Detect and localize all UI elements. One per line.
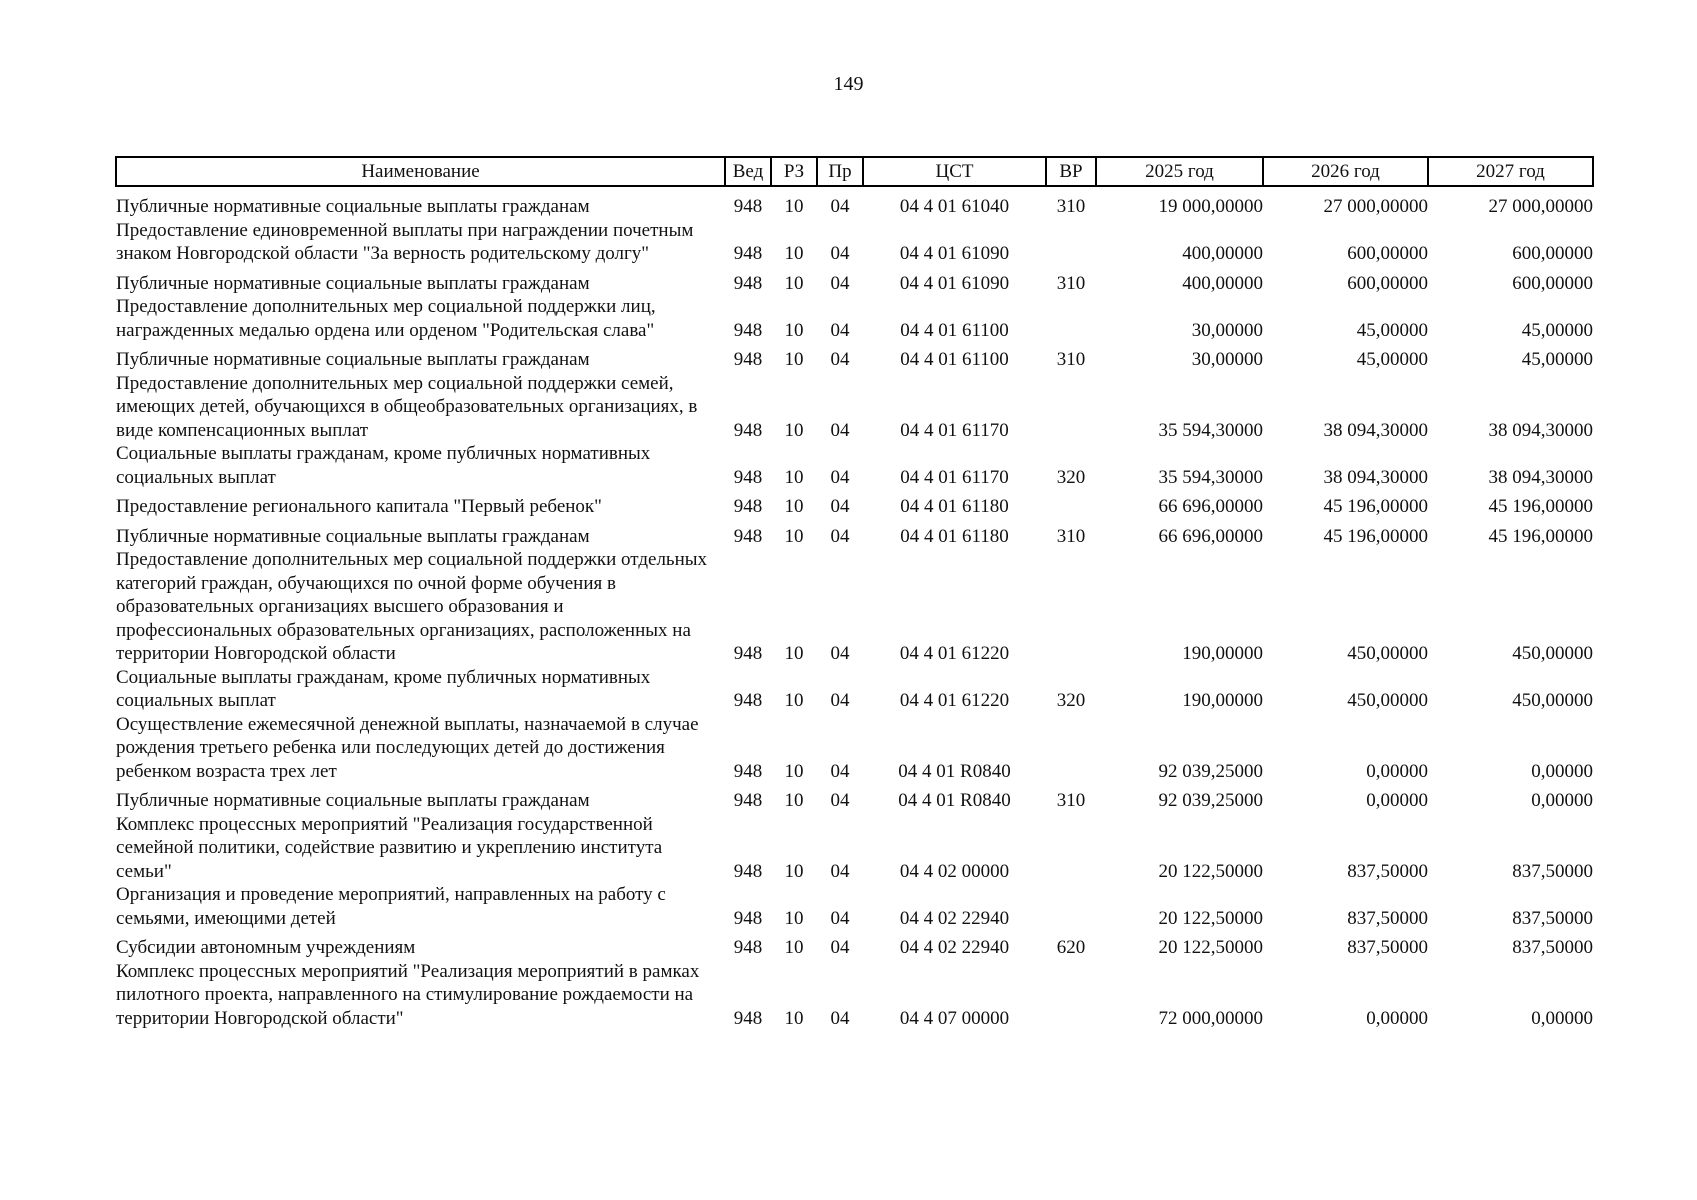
- row-ved: 948: [733, 937, 763, 958]
- row-vr: 310: [1056, 196, 1086, 217]
- row-2026: 0,00000: [1366, 1007, 1428, 1029]
- row-rz: 10: [784, 466, 804, 488]
- row-2025: 190,00000: [1182, 690, 1263, 711]
- row-vr: 320: [1056, 466, 1086, 488]
- row-cst: 04 4 01 61100: [900, 349, 1009, 370]
- header-row: [116, 157, 1593, 186]
- row-rz: 10: [784, 907, 804, 929]
- row-2026: 600,00000: [1347, 272, 1428, 294]
- row-vr: [1046, 813, 1096, 884]
- row-name: Публичные нормативные социальные выплаты гражданам: [116, 525, 590, 547]
- row-name: Социальные выплаты гражданам, кроме публичных нормативных социальных выплат: [116, 443, 651, 488]
- row-2026: 600,00000: [1347, 243, 1428, 264]
- row-rz: 10: [784, 349, 804, 370]
- row-rz: 10: [784, 319, 804, 341]
- header-2026: 2026 год: [1263, 157, 1428, 186]
- row-2027: 0,00000: [1531, 790, 1593, 811]
- row-name: Организация и проведение мероприятий, направленных на работу с семьями, имеющими детей: [116, 884, 666, 929]
- table-row: [116, 783, 1593, 813]
- row-2027: 45,00000: [1521, 349, 1593, 370]
- row-vr: 310: [1056, 525, 1086, 547]
- row-cst: 04 4 01 61090: [899, 272, 1010, 294]
- row-name: Предоставление регионального капитала "Первый ребенок": [116, 496, 602, 517]
- row-vr: [1046, 883, 1096, 930]
- row-vr: 320: [1056, 690, 1086, 711]
- header-vr: ВР: [1046, 157, 1096, 186]
- row-cst: 04 4 01 61170: [900, 419, 1009, 441]
- row-rz: 10: [784, 760, 804, 782]
- header-ved: Вед: [725, 157, 771, 186]
- row-2025: 35 594,30000: [1158, 466, 1263, 488]
- table-row: [116, 186, 1593, 219]
- row-2027: 45,00000: [1521, 319, 1593, 341]
- row-2027: 600,00000: [1512, 243, 1593, 264]
- header-2025: 2025 год: [1096, 157, 1263, 186]
- row-rz: 10: [784, 790, 804, 811]
- table-row: [116, 666, 1593, 713]
- budget-table: [115, 156, 1594, 1030]
- row-2027: 38 094,30000: [1488, 466, 1593, 488]
- row-2025: 19 000,00000: [1158, 196, 1263, 217]
- row-2025: 35 594,30000: [1158, 419, 1263, 441]
- header-2027: 2027 год: [1428, 157, 1593, 186]
- row-ved: 948: [733, 525, 763, 547]
- table-row: [116, 519, 1593, 549]
- row-2026: 38 094,30000: [1323, 466, 1428, 488]
- row-2025: 72 000,00000: [1158, 1007, 1263, 1029]
- row-pr: 04: [830, 496, 850, 517]
- row-2025: 30,00000: [1191, 349, 1263, 370]
- row-name: Предоставление дополнительных мер социальной поддержки семей, имеющих детей, обучающихся в общеобразовательных организациях, в виде компенсационных выплат: [116, 372, 698, 441]
- row-vr: [1046, 372, 1096, 443]
- row-name: Комплекс процессных мероприятий "Реализация мероприятий в рамках пилотного проекта, направленного на стимулирование рождаемости на территории Новгородской области": [116, 960, 700, 1029]
- table-row: [116, 295, 1593, 342]
- page-number: 149: [833, 73, 864, 95]
- row-2027: 0,00000: [1531, 760, 1593, 782]
- row-cst: 04 4 01 R0840: [898, 760, 1011, 782]
- row-vr: [1046, 489, 1096, 519]
- row-ved: 948: [733, 466, 763, 488]
- row-cst: 04 4 01 61100: [900, 319, 1009, 341]
- row-rz: 10: [784, 643, 804, 664]
- row-rz: 10: [784, 1007, 804, 1029]
- row-vr: 620: [1056, 937, 1086, 958]
- row-2027: 600,00000: [1512, 272, 1593, 294]
- row-pr: 04: [830, 319, 850, 341]
- row-vr: [1046, 548, 1096, 666]
- row-pr: 04: [830, 196, 850, 217]
- row-vr: 310: [1056, 272, 1086, 294]
- row-2026: 837,50000: [1347, 907, 1428, 929]
- row-pr: 04: [830, 860, 850, 882]
- row-2025: 66 696,00000: [1158, 525, 1263, 547]
- row-pr: 04: [830, 525, 850, 547]
- row-rz: 10: [784, 496, 804, 517]
- row-name: Публичные нормативные социальные выплаты гражданам: [116, 790, 590, 811]
- row-rz: 10: [784, 937, 804, 958]
- row-name: Комплекс процессных мероприятий "Реализация государственной семейной политики, содействие развитию и укреплению института семьи": [116, 813, 663, 882]
- row-vr: [1046, 960, 1096, 1031]
- row-vr: 310: [1056, 349, 1086, 370]
- row-name: Предоставление дополнительных мер социальной поддержки лиц, награжденных медалью ордена или орденом "Родительская слава": [116, 296, 656, 341]
- row-cst: 04 4 01 61220: [899, 690, 1010, 711]
- row-pr: 04: [830, 643, 850, 664]
- row-2027: 45 196,00000: [1488, 496, 1593, 517]
- row-2027: 837,50000: [1512, 937, 1593, 958]
- row-pr: 04: [830, 272, 850, 294]
- row-name: Осуществление ежемесячной денежной выплаты, назначаемой в случае рождения третьего ребенка или последующих детей до достижения ребенком возраста трех лет: [116, 713, 699, 782]
- row-pr: 04: [830, 907, 850, 929]
- row-cst: 04 4 02 22940: [899, 937, 1010, 958]
- table-row: [116, 266, 1593, 296]
- row-2026: 45 196,00000: [1323, 496, 1428, 517]
- row-ved: 948: [733, 243, 763, 264]
- row-2027: 837,50000: [1512, 860, 1593, 882]
- row-ved: 948: [733, 349, 763, 370]
- row-2026: 38 094,30000: [1323, 419, 1428, 441]
- table-row: [116, 548, 1593, 666]
- table-row: [116, 713, 1593, 784]
- header-name: Наименование: [116, 157, 725, 186]
- table-row: [116, 813, 1593, 884]
- row-cst: 04 4 01 R0840: [898, 790, 1011, 811]
- row-vr: 310: [1056, 790, 1086, 811]
- row-2026: 837,50000: [1347, 860, 1428, 882]
- row-rz: 10: [784, 860, 804, 882]
- row-2025: 30,00000: [1191, 319, 1263, 341]
- row-2026: 0,00000: [1366, 760, 1428, 782]
- row-cst: 04 4 01 61180: [900, 525, 1009, 547]
- row-2026: 837,50000: [1347, 937, 1428, 958]
- row-name: Публичные нормативные социальные выплаты гражданам: [116, 196, 590, 217]
- row-2026: 450,00000: [1347, 643, 1428, 664]
- row-pr: 04: [830, 937, 850, 958]
- row-ved: 948: [733, 643, 763, 664]
- row-2025: 20 122,50000: [1158, 907, 1263, 929]
- table-row: [116, 342, 1593, 372]
- table-row: [116, 960, 1593, 1031]
- row-2025: 92 039,25000: [1158, 760, 1263, 782]
- row-cst: 04 4 01 61220: [899, 643, 1010, 664]
- row-ved: 948: [733, 860, 763, 882]
- row-cst: 04 4 07 00000: [899, 1007, 1010, 1029]
- header-pr: Пр: [817, 157, 863, 186]
- row-ved: 948: [733, 272, 763, 294]
- row-2025: 400,00000: [1182, 272, 1263, 294]
- row-vr: [1046, 219, 1096, 266]
- table-row: [116, 489, 1593, 519]
- row-cst: 04 4 01 61180: [900, 496, 1009, 517]
- row-2027: 837,50000: [1512, 907, 1593, 929]
- row-name: Предоставление дополнительных мер социальной поддержки отдельных категорий граждан, обучающихся по очной форме обучения в образовательных организациях высшего образования и профессиональных образовательных организациях, расположенных на территории Новгородской области: [116, 549, 708, 664]
- row-vr: [1046, 295, 1096, 342]
- row-rz: 10: [784, 525, 804, 547]
- row-2027: 38 094,30000: [1488, 419, 1593, 441]
- row-name: Публичные нормативные социальные выплаты гражданам: [116, 272, 590, 294]
- row-2026: 45,00000: [1356, 319, 1428, 341]
- row-cst: 04 4 01 61170: [900, 466, 1009, 488]
- row-cst: 04 4 02 00000: [899, 860, 1010, 882]
- table-row: [116, 219, 1593, 266]
- row-ved: 948: [733, 760, 763, 782]
- row-2026: 27 000,00000: [1323, 196, 1428, 217]
- row-ved: 948: [733, 690, 763, 711]
- row-2027: 450,00000: [1512, 690, 1593, 711]
- row-vr: [1046, 713, 1096, 784]
- row-2025: 20 122,50000: [1158, 860, 1263, 882]
- row-rz: 10: [784, 690, 804, 711]
- row-pr: 04: [830, 1007, 850, 1029]
- table-row: [116, 372, 1593, 443]
- row-ved: 948: [733, 196, 763, 217]
- row-2026: 45,00000: [1356, 349, 1428, 370]
- row-pr: 04: [830, 419, 850, 441]
- row-name: Предоставление единовременной выплаты при награждении почетным знаком Новгородской области "За верность родительскому долгу": [116, 219, 694, 264]
- row-ved: 948: [733, 419, 763, 441]
- row-cst: 04 4 02 22940: [899, 907, 1010, 929]
- row-rz: 10: [784, 419, 804, 441]
- row-pr: 04: [830, 760, 850, 782]
- row-name: Субсидии автономным учреждениям: [116, 937, 416, 958]
- row-pr: 04: [830, 690, 850, 711]
- row-pr: 04: [830, 466, 850, 488]
- row-name: Социальные выплаты гражданам, кроме публичных нормативных социальных выплат: [116, 666, 651, 711]
- row-2027: 450,00000: [1512, 643, 1593, 664]
- row-2025: 20 122,50000: [1158, 937, 1263, 958]
- row-2027: 0,00000: [1531, 1007, 1593, 1029]
- row-ved: 948: [733, 1007, 763, 1029]
- row-2025: 92 039,25000: [1158, 790, 1263, 811]
- row-ved: 948: [733, 907, 763, 929]
- row-ved: 948: [733, 319, 763, 341]
- row-2026: 0,00000: [1366, 790, 1428, 811]
- table-row: [116, 442, 1593, 489]
- row-cst: 04 4 01 61040: [899, 196, 1010, 217]
- row-2026: 450,00000: [1347, 690, 1428, 711]
- row-ved: 948: [733, 790, 763, 811]
- header-cst: ЦСТ: [863, 157, 1046, 186]
- row-rz: 10: [784, 243, 804, 264]
- table-row: [116, 930, 1593, 960]
- row-2026: 45 196,00000: [1323, 525, 1428, 547]
- row-rz: 10: [784, 272, 804, 294]
- row-pr: 04: [830, 790, 850, 811]
- row-pr: 04: [830, 243, 850, 264]
- row-2027: 45 196,00000: [1488, 525, 1593, 547]
- header-rz: РЗ: [771, 157, 817, 186]
- row-2025: 400,00000: [1182, 243, 1263, 264]
- row-2025: 190,00000: [1182, 643, 1263, 664]
- table-row: [116, 883, 1593, 930]
- row-cst: 04 4 01 61090: [899, 243, 1010, 264]
- row-2027: 27 000,00000: [1488, 196, 1593, 217]
- row-rz: 10: [784, 196, 804, 217]
- row-ved: 948: [733, 496, 763, 517]
- row-2025: 66 696,00000: [1158, 496, 1263, 517]
- row-name: Публичные нормативные социальные выплаты гражданам: [116, 349, 590, 370]
- row-pr: 04: [830, 349, 850, 370]
